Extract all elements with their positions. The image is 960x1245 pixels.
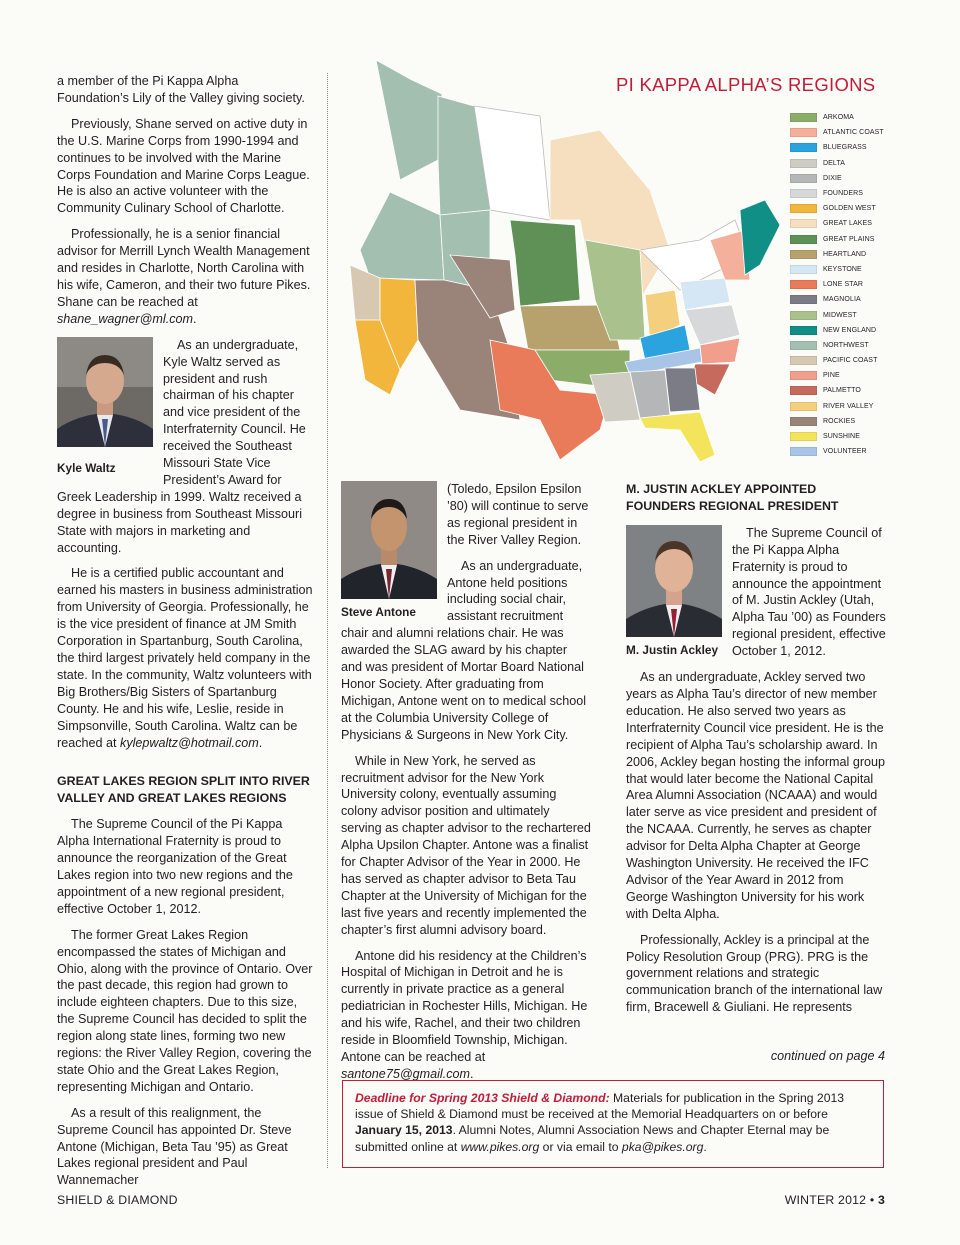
legend-label: KEYSTONE xyxy=(823,265,862,273)
paragraph-text: . xyxy=(258,735,263,750)
email-link[interactable]: pka@pikes.org xyxy=(621,1139,704,1154)
page-number: 3 xyxy=(877,1193,885,1207)
legend-item xyxy=(790,338,940,353)
justin-ackley-photo xyxy=(626,525,722,637)
legend-item xyxy=(790,368,940,383)
legend-label: FOUNDERS xyxy=(823,190,864,198)
paragraph-text: He is a certified public accountant and earned his masters in business administration from University of Georgia. Professionally, he is the vice president of finance at JM Smith Corporation in Spartanburg, South Carolina, the third largest privately held company in the state. In the community, Waltz volunteers with Big Brothers/Big Sisters of Spartanburg County. He and his wife, Leslie, reside in Simpsonville, South Carolina. Waltz can be reached at xyxy=(57,566,313,750)
legend-label: DIXIE xyxy=(823,174,842,182)
legend-item xyxy=(790,307,940,322)
legend-item xyxy=(790,429,940,444)
footer-issue-text: WINTER 2012 • xyxy=(784,1193,875,1207)
paragraph-text: Professionally, he is a senior financial advisor for Merrill Lynch Wealth Management and resides in Charlotte, North Carolina with his wife, Cameron, and their two future Pikes. Shane can be reached at xyxy=(57,227,311,309)
legend-swatch xyxy=(790,311,817,320)
email-link[interactable]: shane_wagner@ml.com xyxy=(57,311,193,326)
legend-label: MAGNOLIA xyxy=(823,296,861,304)
paragraph: The Supreme Council of the Pi Kappa Alpha Fraternity is proud to announce the appointment of M. Justin Ackley (Utah, Alpha Tau ’00) as Founders regional president, effective October 1, 2012. xyxy=(732,525,886,659)
paragraph: a member of the Pi Kappa Alpha Foundation’s Lily of the Valley giving society. xyxy=(57,74,305,105)
section-heading: GREAT LAKES REGION SPLIT INTO RIVER VALLEY AND GREAT LAKES REGIONS xyxy=(57,774,310,806)
kyle-waltz-photo xyxy=(57,337,153,447)
legend-swatch xyxy=(790,432,817,441)
region-shape xyxy=(740,200,780,275)
paragraph-text: . xyxy=(193,311,197,326)
steve-antone-photo xyxy=(341,481,437,599)
legend-label: PALMETTO xyxy=(823,387,861,395)
paragraph: The Supreme Council of the Pi Kappa Alpha International Fraternity is proud to announce the reorganization of the Great Lakes region into two new regions and the appointment of a new regional president, effective October 1, 2012. xyxy=(57,817,293,916)
legend-item xyxy=(790,232,940,247)
deadline-text: . xyxy=(703,1139,707,1154)
paragraph: As an undergraduate, Kyle Waltz served as president and rush chairman of his chapter and vice president of the Interfraternity Council. He received the Southeast Missouri State Vice President’s Award for Greek Leadership in 1999. Waltz received a degree in business from Southeast Missouri State with majors in marketing and accounting. xyxy=(57,337,306,555)
column-divider xyxy=(327,73,328,1168)
footer-issue xyxy=(785,1193,885,1207)
legend-item xyxy=(790,171,940,186)
legend-swatch xyxy=(790,402,817,411)
portrait-image xyxy=(626,525,722,637)
legend-swatch xyxy=(790,356,817,365)
legend-swatch xyxy=(790,159,817,168)
legend-label: PACIFIC COAST xyxy=(823,357,878,365)
legend-item xyxy=(790,277,940,292)
paragraph: As an undergraduate, Ackley served two years as Alpha Tau’s director of new member education. He also served two years as Interfraternity Council vice president. He is the recipient of Alpha Tau’s scholarship award. In 2006, Ackley began hosting the informal group that would later become the National Capital Area Alumni Association (NCAAA) and would later serve as vice president and president of the NCAAA. Currently, he serves as chapter advisor for Delta Alpha Chapter at George Washington University. He received the IFC Advisor of the Year Award in 2012 from George Washington University for his work with Delta Alpha. xyxy=(626,670,886,921)
legend-swatch xyxy=(790,326,817,335)
photo-caption: Steve Antone xyxy=(341,605,416,619)
region-shape xyxy=(376,60,442,180)
section-heading: M. JUSTIN ACKLEY APPOINTED FOUNDERS REGIONAL PRESIDENT xyxy=(626,482,839,513)
paragraph: As a result of this realignment, the Supreme Council has appointed Dr. Steve Antone (Michigan, Beta Tau ’95) as Great Lakes regional president and Paul Wannemacher xyxy=(57,1105,292,1188)
paragraph-text: . xyxy=(470,1066,474,1081)
legend-swatch xyxy=(790,128,817,137)
legend-label: GREAT LAKES xyxy=(823,220,873,228)
continued-note: continued on page 4 xyxy=(770,1049,885,1063)
legend-swatch xyxy=(790,189,817,198)
legend-swatch xyxy=(790,371,817,380)
region-shape xyxy=(510,220,580,306)
legend-label: NEW ENGLAND xyxy=(823,326,877,334)
email-link[interactable]: kylepwaltz@hotmail.com xyxy=(120,735,259,750)
legend-swatch xyxy=(790,219,817,228)
legend-item xyxy=(790,216,940,231)
legend-item xyxy=(790,125,940,140)
legend-label: RIVER VALLEY xyxy=(823,402,874,410)
legend-label: HEARTLAND xyxy=(823,250,867,258)
legend-swatch xyxy=(790,341,817,350)
paragraph-text: Antone did his residency at the Children’s Hospital of Michigan in Detroit and he is currently in private practice as a general pediatrician in Rochester Hills, Michigan. He and his wife, Rachel, and their two children reside in Bloomfield Township, Michigan. Antone can be reached at xyxy=(341,948,588,1064)
portrait-image xyxy=(57,337,153,447)
legend-swatch xyxy=(790,204,817,213)
legend-swatch xyxy=(790,143,817,152)
legend-swatch xyxy=(790,174,817,183)
legend-label: ROCKIES xyxy=(823,417,856,425)
paragraph: The former Great Lakes Region encompassed the states of Michigan and Ohio, along with the province of Ontario. Over the past decade, this region had grown to include eighteen chapters. Due to this size, the Supreme Council has decided to split the region along state lines, forming two new regions: the River Valley Region, covering the state Ohio and the Great Lakes Region, representing Michigan and Ontario. xyxy=(57,927,313,1094)
legend-label: MIDWEST xyxy=(823,311,857,319)
legend-item xyxy=(790,292,940,307)
legend-item xyxy=(790,156,940,171)
region-shape xyxy=(685,305,740,345)
deadline-box xyxy=(342,1080,884,1168)
website-link[interactable]: www.pikes.org xyxy=(460,1139,540,1154)
kyle-photo-block xyxy=(57,337,153,475)
legend-item xyxy=(790,444,940,459)
paragraph: As an undergraduate, Antone held positions including social chair, assistant recruitment chair and alumni relations chair. He was awarded the SLAG award by his chapter and was president of Mortar Board National Honor Society. After graduating from Michigan, Antone went on to medical school at the Columbia University College of Physicians & Surgeons in New York City. xyxy=(341,558,587,742)
legend-swatch xyxy=(790,113,817,122)
paragraph xyxy=(57,226,313,327)
photo-caption: M. Justin Ackley xyxy=(626,642,719,657)
legend-swatch xyxy=(790,265,817,274)
legend-swatch xyxy=(790,250,817,259)
map-legend xyxy=(790,110,940,459)
legend-label: SUNSHINE xyxy=(823,433,860,441)
region-shape xyxy=(665,368,700,412)
deadline-text: Materials for publication in the Spring 2013 issue of Shield & Diamond must be received at the Memorial Headquarters on or before xyxy=(355,1091,845,1122)
legend-swatch xyxy=(790,295,817,304)
map-title: PI KAPPA ALPHA’S REGIONS xyxy=(616,74,876,95)
legend-label: NORTHWEST xyxy=(823,341,869,349)
legend-label: PINE xyxy=(823,372,840,380)
legend-item xyxy=(790,414,940,429)
paragraph: While in New York, he served as recruitment advisor for the New York University colony, eventually assuming colony advisor position and ultimately serving as chapter advisor to the rechartered Alpha Upsilon Chapter. Antone was a finalist for Chapter Advisor of the Year in 2000. He has served as chapter advisor to Beta Tau Chapter at the University of Michigan for the last five years and recently implemented the chapter’s first alumni advisory board. xyxy=(341,753,591,937)
legend-label: ATLANTIC COAST xyxy=(823,129,884,137)
region-shape xyxy=(680,278,730,310)
deadline-text: or via email to xyxy=(539,1139,622,1154)
legend-label: GOLDEN WEST xyxy=(823,205,876,213)
legend-swatch xyxy=(790,386,817,395)
legend-swatch xyxy=(790,417,817,426)
legend-label: DELTA xyxy=(823,159,846,167)
legend-label: LONE STAR xyxy=(823,281,864,289)
legend-item xyxy=(790,323,940,338)
legend-label: ARKOMA xyxy=(823,114,854,122)
legend-swatch xyxy=(790,235,817,244)
region-shape xyxy=(640,412,715,462)
column-two xyxy=(341,481,591,1092)
legend-item xyxy=(790,353,940,368)
column-one xyxy=(57,73,313,1198)
legend-swatch xyxy=(790,447,817,456)
legend-item xyxy=(790,110,940,125)
paragraph: Professionally, Ackley is a principal at the Policy Resolution Group (PRG). PRG is the government relations and strategic communication branch of the international law firm, Bracewell & Giuliani. He represents xyxy=(626,932,883,1015)
photo-caption: Kyle Waltz xyxy=(57,460,116,475)
legend-label: GREAT PLAINS xyxy=(823,235,875,243)
map-graphic xyxy=(340,50,790,470)
legend-item xyxy=(790,140,940,155)
deadline-date: January 15, 2013 xyxy=(355,1123,453,1138)
legend-item xyxy=(790,399,940,414)
legend-item xyxy=(790,262,940,277)
legend-item xyxy=(790,186,940,201)
deadline-text: . Alumni Notes, Alumni Association News and Chapter Eternal may be submitted online at xyxy=(355,1123,830,1154)
region-shape xyxy=(360,192,444,280)
legend-item xyxy=(790,201,940,216)
email-link[interactable]: santone75@gmail.com xyxy=(341,1066,470,1081)
legend-label: BLUEGRASS xyxy=(823,144,867,152)
paragraph xyxy=(341,948,591,1083)
paragraph: Previously, Shane served on active duty in the U.S. Marine Corps from 1990-1994 and continues to be involved with the Marine Corps Foundation and Marine Corps League. He is also an active volunteer with the Community Culinary School of Charlotte. xyxy=(57,116,310,216)
portrait-image xyxy=(341,481,437,599)
footer-publication: SHIELD & DIAMOND xyxy=(57,1193,178,1207)
column-three xyxy=(626,481,886,1025)
legend-swatch xyxy=(790,280,817,289)
steve-photo-block xyxy=(341,481,437,619)
deadline-lead: Deadline for Spring 2013 Shield & Diamond: xyxy=(355,1091,610,1105)
legend-item xyxy=(790,383,940,398)
legend-label: VOLUNTEER xyxy=(823,448,867,456)
regions-map xyxy=(340,50,790,470)
paragraph xyxy=(57,565,313,751)
legend-item xyxy=(790,247,940,262)
justin-photo-block xyxy=(626,525,722,657)
paragraph: (Toledo, Epsilon Epsilon ’80) will continue to serve as regional president in the River Valley Region. xyxy=(447,482,589,547)
